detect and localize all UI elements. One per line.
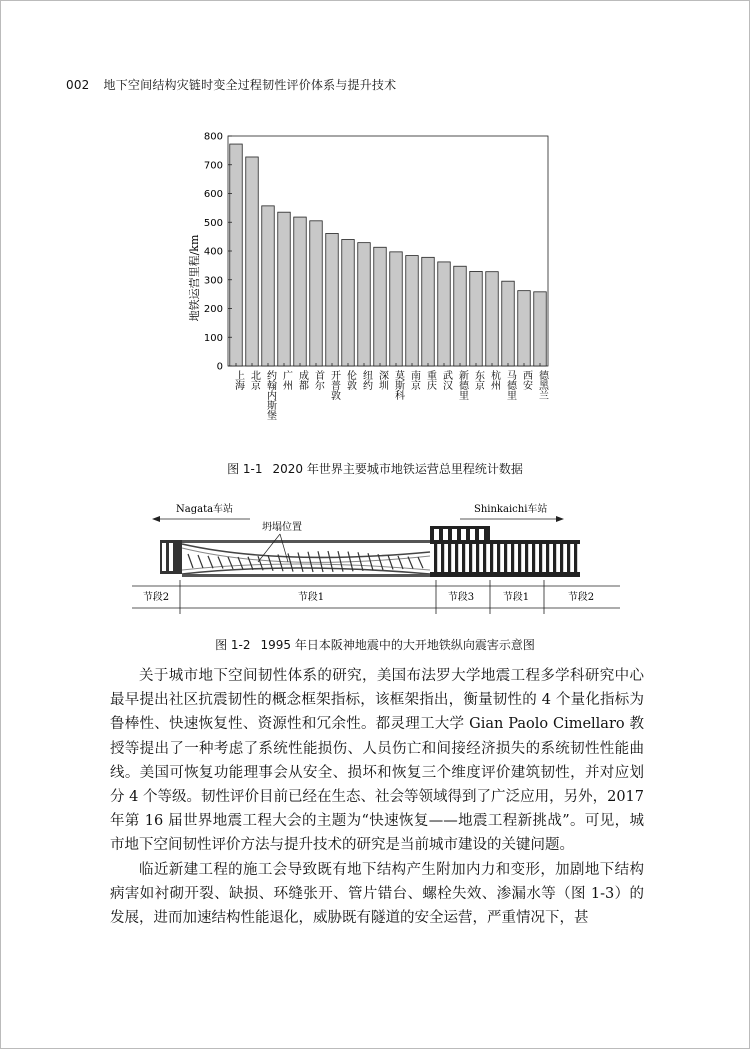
bar [470, 271, 482, 366]
y-axis-label: 地铁运营里程/km [188, 234, 201, 322]
x-tick-label: 杭州 [488, 370, 500, 390]
x-tick-label: 上海 [232, 370, 244, 390]
x-tick-label: 约翰内斯堡 [264, 370, 276, 420]
y-tick-label: 100 [203, 332, 223, 344]
bar [358, 243, 370, 366]
station-column [462, 544, 465, 572]
x-tick-label: 纽约 [360, 370, 372, 390]
figure-2-number: 图 1-2 [215, 638, 251, 652]
y-tick-label: 0 [216, 361, 223, 373]
x-tick-label: 东京 [472, 370, 484, 390]
segment-label-1: 节段2 [142, 592, 170, 603]
station-column [518, 544, 521, 572]
roof-opening [434, 529, 439, 540]
station-column [490, 544, 493, 572]
station-column [539, 544, 542, 572]
y-tick-label: 600 [203, 189, 223, 200]
roof-opening [452, 529, 457, 540]
collapsed-tunnel-section [160, 540, 430, 577]
bar [294, 217, 306, 366]
station-column [511, 544, 514, 572]
figure-2-caption [0, 636, 750, 653]
collapsed-column [188, 554, 193, 568]
plot-frame [228, 136, 548, 366]
y-tick-label: 500 [203, 217, 223, 229]
x-tick-label: 武汉 [440, 370, 452, 390]
collapsed-column [248, 557, 253, 570]
x-tick-label: 德黑兰 [536, 370, 548, 400]
station-column [434, 544, 437, 572]
bar [342, 240, 354, 367]
bar [438, 262, 450, 366]
station-structure [430, 526, 580, 577]
roof-opening [470, 529, 475, 540]
page-number: 002 [66, 78, 90, 92]
station-column [504, 544, 507, 572]
bar [310, 221, 322, 366]
station-column [546, 544, 549, 572]
segment-label-3: 节段3 [447, 592, 475, 603]
collapsed-column [398, 556, 403, 569]
roof-opening [461, 529, 466, 540]
right-station-label: Shinkaichi车站 [474, 504, 548, 515]
collapsed-column [208, 556, 213, 568]
bar [518, 291, 530, 366]
collapsed-column [418, 557, 423, 568]
mileage-bar-chart [180, 128, 560, 448]
bar [262, 206, 274, 366]
running-header [66, 76, 396, 93]
bar [246, 157, 258, 366]
y-tick-label: 800 [203, 131, 223, 143]
x-tick-label: 重庆 [424, 370, 436, 390]
figure-1-caption [0, 460, 750, 477]
x-tick-label: 北京 [248, 370, 260, 390]
bar [454, 266, 466, 366]
x-tick-label: 马德里 [504, 370, 516, 400]
bar [534, 292, 546, 366]
x-tick-label: 广州 [280, 370, 292, 390]
bar [278, 212, 290, 366]
station-column [574, 544, 577, 572]
x-tick-label: 新德里 [456, 370, 468, 400]
bar [374, 247, 386, 366]
station-column [525, 544, 528, 572]
station-column [553, 544, 556, 572]
station-column [560, 544, 563, 572]
station-column [448, 544, 451, 572]
y-tick-label: 200 [203, 304, 223, 315]
collapsed-column [228, 557, 233, 569]
bar [486, 272, 498, 366]
y-tick-label: 400 [203, 246, 223, 258]
bar [390, 252, 402, 366]
bar [502, 281, 514, 366]
bar [326, 233, 338, 366]
left-arrow-icon [152, 516, 160, 522]
station-column [497, 544, 500, 572]
right-arrow-icon [556, 516, 564, 522]
y-tick-label: 300 [203, 275, 223, 287]
x-tick-label: 深圳 [376, 370, 388, 390]
x-tick-label: 伦敦 [344, 370, 356, 390]
left-station-label: Nagata车站 [176, 504, 234, 515]
figure-1-caption-text: 2020 年世界主要城市地铁运营总里程统计数据 [272, 462, 523, 476]
figure-1-number: 图 1-1 [227, 462, 263, 476]
station-column [455, 544, 458, 572]
station-column [567, 544, 570, 572]
segment-label-2: 节段1 [297, 592, 325, 603]
segment-label-4: 节段1 [502, 592, 530, 603]
x-tick-label: 莫斯科 [392, 370, 404, 400]
bar [406, 256, 418, 366]
collapsed-column [198, 555, 203, 568]
collapse-label: 坍塌位置 [262, 522, 302, 533]
paragraph-1: 关于城市地下空间韧性体系的研究，美国布法罗大学地震工程多学科研究中心最早提出社区抗震韧性的概念框架指标，该框架指出，衡量韧性的 4 个量化指标为鲁棒性、快速恢复性、资源性和冗余性。都灵理工大学 Gian Paolo Cimellaro 教授等提出了一种考虑了系统性能损伤、人员伤亡和间接经济损失的系统韧性性能曲线。美国可恢复功能理事会从安全、损坏和恢复三个维度评价建筑韧性，并对应划分 4 个等级。韧性评价目前已经在生态、社会等领域得到了广泛应用，另外，2017 年第 16 届世界地震工程大会的主题为“快速恢复——地震工程新挑战”。可见，城市地下空间韧性评价方法与提升技术的研究是当前城市建设的关键问题。 [110, 668, 644, 854]
station-column [483, 544, 486, 572]
x-tick-label: 首尔 [312, 370, 324, 390]
station-column [532, 544, 535, 572]
body-text [110, 664, 644, 930]
roof-opening [479, 529, 484, 540]
figure-2-caption-text: 1995 年日本阪神地震中的大开地铁纵向震害示意图 [260, 638, 535, 652]
bar [422, 257, 434, 366]
station-column [476, 544, 479, 572]
bar [230, 144, 242, 366]
y-tick-label: 700 [203, 160, 223, 172]
x-tick-label: 开普敦 [328, 370, 340, 400]
roof-opening [443, 529, 448, 540]
paragraph-2: 临近新建工程的施工会导致既有地下结构产生附加内力和变形，加剧地下结构病害如衬砌开裂、缺损、环缝张开、管片错台、螺栓失效、渗漏水等（图 1-3）的发展，进而加速结构性能退化，威胁既有隧道的安全运营，严重情况下，甚 [110, 861, 644, 927]
station-column [469, 544, 472, 572]
x-tick-label: 南京 [408, 370, 420, 390]
station-column [441, 544, 444, 572]
subway-damage-diagram [130, 496, 620, 616]
x-tick-label: 西安 [520, 370, 532, 390]
segment-label-5: 节段2 [567, 592, 595, 603]
book-title: 地下空间结构灾链时变全过程韧性评价体系与提升技术 [103, 78, 397, 92]
x-tick-label: 成都 [296, 370, 308, 390]
